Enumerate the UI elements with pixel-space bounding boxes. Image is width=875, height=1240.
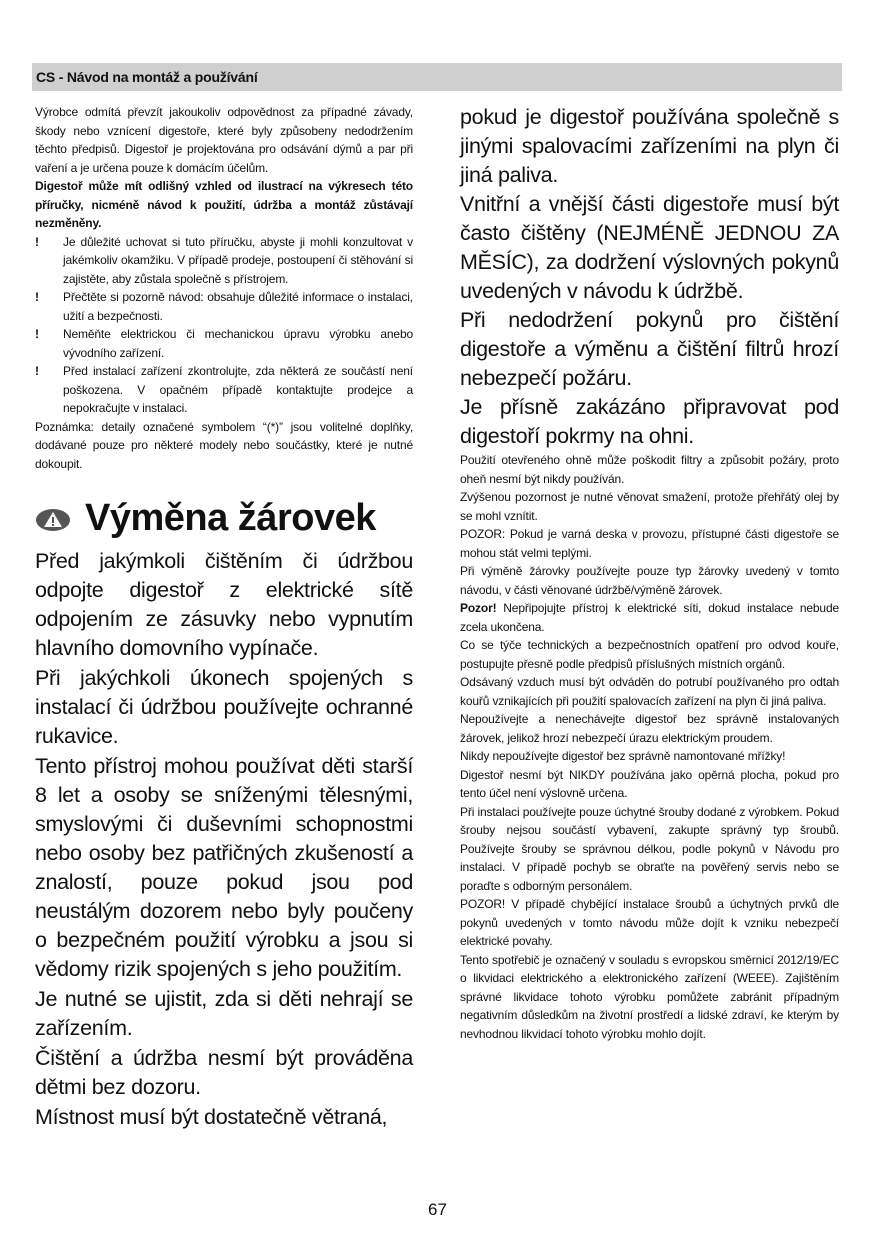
left-column	[35, 103, 413, 1132]
exclamation-icon: !	[35, 290, 39, 304]
section-heading	[35, 493, 413, 543]
small-paragraph: Nepoužívejte a nenechávejte digestoř bez správně instalovaných žárovek, jelikož hrozí nebezpečí úrazu elektrickým proudem.	[460, 712, 839, 745]
small-paragraph: Nikdy nepoužívejte digestoř bez správně namontované mřížky!	[460, 749, 786, 763]
large-paragraph: Vnitřní a vnější části digestoře musí být často čištěny (NEJMÉNĚ JEDNOU ZA MĚSÍC), za dodržení výslovných pokynů uvedených v návodu k údržbě.	[460, 192, 839, 303]
lead-bold: Pozor!	[460, 601, 497, 615]
large-paragraph: Čištění a údržba nesmí být prováděna dětmi bez dozoru.	[35, 1046, 413, 1099]
warning-text: Přečtěte si pozorně návod: obsahuje důležité informace o instalaci, užití a bezpečnosti.	[63, 290, 413, 323]
intro-paragraph: Výrobce odmítá převzít jakoukoliv odpovědnost za případné závady, škody nebo vznícení digestoře, které byly způsobeny nedodržením těchto předpisů. Digestoř je projektována pro odsávání dýmů a par při vaření a je určena pouze k domácím účelům.	[35, 105, 413, 175]
warning-text: Je důležité uchovat si tuto příručku, abyste ji mohli konzultovat v jakémkoliv okamžiku. V případě prodeje, postoupení či stěhování si zajistěte, aby zůstala společně s přístrojem.	[63, 234, 413, 286]
warning-item	[35, 288, 413, 325]
large-paragraph: Místnost musí být dostatečně větraná,	[35, 1105, 388, 1129]
small-paragraph: Použití otevřeného ohně může poškodit filtry a způsobit požáry, proto oheň nesmí být nikdy používán.	[460, 453, 839, 486]
warning-item	[35, 233, 413, 289]
warning-text: Před instalací zařízení zkontrolujte, zda některá ze součástí není poškozena. V opačném případě kontaktujte prodejce a nepokračujte v instalaci.	[63, 364, 413, 415]
small-paragraph: Digestoř nesmí být NIKDY používána jako opěrná plocha, pokud pro tento účel není výslovně určena.	[460, 767, 839, 800]
header-title: CS - Návod na montáž a používání	[36, 69, 258, 85]
warning-item	[35, 362, 413, 418]
note-paragraph: Poznámka: detaily označené symbolem “(*)” jsou volitelné doplňky, dodávané pouze pro některé modely nebo součástky, které je nutné dokoupit.	[35, 419, 413, 471]
small-paragraph: Pozor! Nepřipojujte přístroj k elektrické síti, dokud instalace nebude zcela ukončena.	[460, 601, 839, 634]
small-paragraph: Tento spotřebič je označený v souladu s evropskou směrnicí 2012/19/EC o likvidaci elektrického a elektronického zařízení (WEEE). Zajištěním správné likvidace tohoto výrobku pomůžete zabránit případným negativním důsledkům na životní prostředí a lidské zdraví, ke kterým by nevhodnou likvidací tohoto výrobku mohlo dojít.	[460, 952, 839, 1041]
small-paragraph: POZOR: Pokud je varná deska v provozu, přístupné části digestoře se mohou stát velmi teplými.	[460, 527, 839, 560]
page-number: 67	[428, 1200, 447, 1219]
large-paragraph: Před jakýmkoli čištěním či údržbou odpojte digestoř z elektrické sítě odpojením ze zásuvky nebo vypnutím hlavního domovního vypínače.	[35, 549, 413, 660]
warning-item	[35, 325, 413, 362]
warning-text: Neměňte elektrickou či mechanickou úpravu výrobku anebo vývodního zařízení.	[63, 327, 413, 360]
right-column	[460, 103, 839, 1043]
large-paragraph: Je nutné se ujistit, zda si děti nehrají se zařízením.	[35, 987, 413, 1040]
large-paragraph: Tento přístroj mohou používat děti starší 8 let a osoby se sníženými tělesnými, smyslovými či duševními schopnostmi nebo osoby bez patřičných zkušeností a znalostí, pouze pokud jsou pod neustálým dozorem nebo byly poučeny o bezpečném použití výrobku a jsou si vědomy rizik spojených s jeho použitím.	[35, 754, 413, 981]
exclamation-icon: !	[35, 364, 39, 378]
bold-notice: Digestoř může mít odlišný vzhled od ilustrací na výkresech této příručky, nicméně návod k použití, údržba a montáž zůstávají nezměněny.	[35, 179, 413, 230]
small-paragraph: POZOR! V případě chybějící instalace šroubů a úchytných prvků dle pokynů uvedených v tomto návodu může dojít k vzniku nebezpečí elektrické povahy.	[460, 897, 839, 948]
small-paragraph: Co se týče technických a bezpečnostních opatření pro odvod kouře, postupujte přesně podle předpisů příslušných místních orgánů.	[460, 638, 839, 671]
small-paragraph: Při výměně žárovky používejte pouze typ žárovky uvedený v tomto návodu, v části věnované údržbě/výměně žárovek.	[460, 564, 839, 597]
large-paragraph: Při nedodržení pokynů pro čištění digestoře a výměnu a čištění filtrů hrozí nebezpečí požáru.	[460, 308, 839, 390]
exclamation-icon: !	[35, 234, 39, 249]
small-paragraph: Při instalaci používejte pouze úchytné šrouby dodané z výrobkem. Pokud šrouby nejsou součástí vybavení, zakupte správný typ šroubů. Používejte šrouby se správnou délkou, podle pokynů v Návodu pro instalaci. V případě pochyb se obraťte na pověřený servis nebo se poraďte s odborným personálem.	[460, 804, 839, 893]
large-paragraph: pokud je digestoř používána společně s jinými spalovacími zařízeními na plyn či jiná paliva.	[460, 105, 839, 187]
header-bar	[32, 63, 842, 91]
small-paragraph: Zvýšenou pozornost je nutné věnovat smažení, protože přehřátý olej by se mohl vznítit.	[460, 490, 839, 523]
small-paragraph: Odsávaný vzduch musí být odváděn do potrubí používaného pro odtah kouřů vznikajících při použití spalovacích zařízení na plyn či jiná paliva.	[460, 675, 839, 708]
exclamation-icon: !	[35, 327, 39, 341]
large-paragraph: Při jakýchkoli úkonech spojených s instalací či údržbou používejte ochranné rukavice.	[35, 666, 413, 748]
large-paragraph: Je přísně zakázáno připravovat pod digestoří pokrmy na ohni.	[460, 395, 839, 448]
warning-triangle-icon	[35, 508, 71, 532]
section-title: Výměna žárovek	[85, 497, 376, 539]
warning-list	[35, 233, 413, 418]
